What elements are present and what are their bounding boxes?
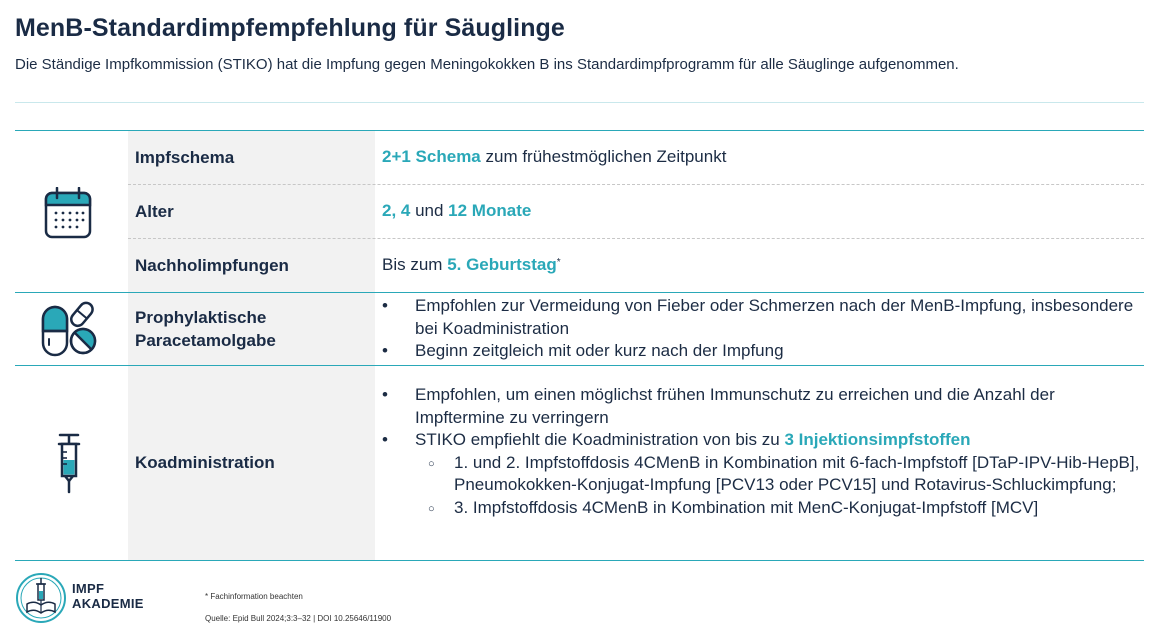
table-top-rule <box>15 130 1144 131</box>
syringe-icon <box>55 432 83 494</box>
dashed-divider <box>128 184 1144 185</box>
impf-akademie-logo-icon <box>15 572 67 624</box>
pills-icon <box>39 299 99 357</box>
nachhol-text: Bis zum <box>382 255 448 274</box>
calendar-icon <box>44 187 92 239</box>
row-divider <box>15 365 1144 366</box>
list-item: • Beginn zeitgleich mit oder kurz nach der Impfung <box>382 340 1142 363</box>
recommendation-table <box>15 130 1144 561</box>
header-divider <box>15 102 1144 103</box>
label-paracetamolgabe-line1: Prophylaktische <box>135 308 267 327</box>
value-alter <box>382 200 531 223</box>
label-impfschema: Impfschema <box>135 148 235 167</box>
sub-list-item: ○ 3. Impfstoffdosis 4CMenB in Kombination mit MenC-Konjugat-Impfstoff [MCV] <box>428 497 1142 520</box>
logo-line-1: IMPF <box>72 581 105 596</box>
label-alter: Alter <box>135 202 174 221</box>
footnote-marker: * <box>556 257 561 268</box>
table-bottom-rule <box>15 560 1144 561</box>
koadmin-highlight: 3 Injektionsimpfstoffen <box>784 430 971 449</box>
logo-wordmark <box>72 581 144 611</box>
page-title: MenB-Standardimpfempfehlung für Säuglinge <box>15 14 565 42</box>
label-paracetamolgabe <box>135 306 276 352</box>
label-koadministration: Koadministration <box>135 453 275 472</box>
list-item: • Empfohlen zur Vermeidung von Fieber oder Schmerzen nach der MenB-Impfung, insbesondere bei Koadministration <box>382 295 1142 340</box>
sub-list-item: ○ 1. und 2. Impfstoffdosis 4CMenB in Kombination mit 6-fach-Impfstoff [DTaP-IPV-Hib-HepB], Pneumokokken-Konjugat-Impfung [PCV13 oder PCV15] und Rotavirus-Schluckimpfung; <box>428 452 1142 497</box>
dashed-divider <box>128 238 1144 239</box>
value-paracetamolgabe <box>382 295 1142 363</box>
impfschema-highlight: 2+1 Schema <box>382 147 481 166</box>
page-subtitle: Die Ständige Impfkommission (STIKO) hat die Impfung gegen Meningokokken B ins Standardimpfprogramm für alle Säuglinge aufgenommen. <box>15 56 959 73</box>
label-nachholimpfungen: Nachholimpfungen <box>135 256 289 275</box>
impfschema-text: zum frühestmöglichen Zeitpunkt <box>480 147 727 166</box>
logo-line-2: AKADEMIE <box>72 596 144 611</box>
value-nachholimpfungen <box>382 254 561 277</box>
alter-highlight-2: 12 Monate <box>448 201 532 220</box>
value-impfschema <box>382 146 726 169</box>
koadmin-text: STIKO empfiehlt die Koadministration von bis zu <box>415 430 785 449</box>
alter-text: und <box>410 201 449 220</box>
list-item <box>382 429 1142 519</box>
value-koadministration <box>382 384 1142 519</box>
row-divider <box>15 292 1144 293</box>
source-citation: Quelle: Epid Bull 2024;3:3–32 | DOI 10.25646/11900 <box>205 614 392 623</box>
alter-highlight-1: 2, 4 <box>382 201 411 220</box>
label-paracetamolgabe-line2: Paracetamolgabe <box>135 331 276 350</box>
nachhol-highlight: 5. Geburtstag <box>447 255 557 274</box>
list-item: • Empfohlen, um einen möglichst frühen Immunschutz zu erreichen und die Anzahl der Impftermine zu verringern <box>382 384 1142 429</box>
footnote: * Fachinformation beachten <box>205 592 303 601</box>
